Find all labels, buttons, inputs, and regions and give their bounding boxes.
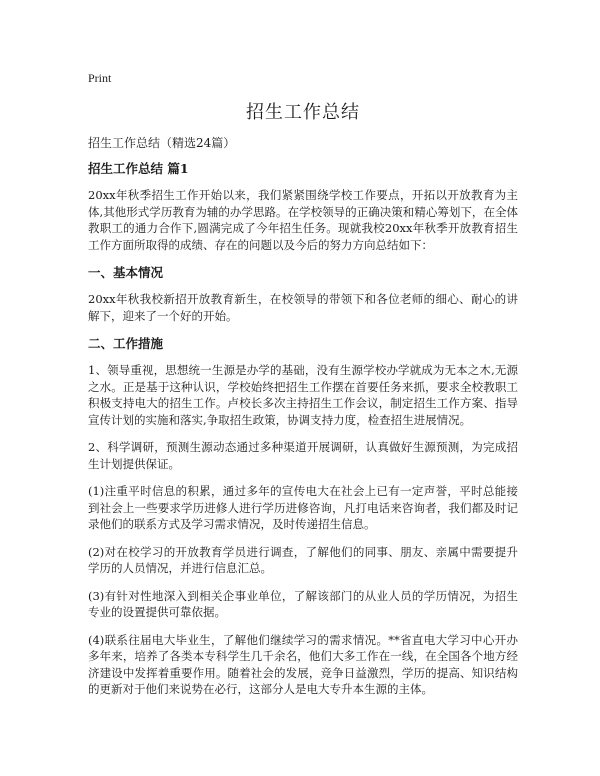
print-label: Print <box>88 71 112 85</box>
paragraph: (4)联系往届电大毕业生，了解他们继续学习的需求情况。**省直电大学习中心开办多年来，培养了各类本专科学生几千余名，他们大多工作在一线，在全国各个地方经济建设中发挥着重要作用。随着社会的发展，竞争日益激烈，学历的提高、知识结构的更新对于他们来说势在必行，这部分人是电大专升本生源的主体。 <box>88 632 518 696</box>
paragraph: (3)有针对性地深入到相关企事业单位，了解该部门的从业人员的学历情况，为招生专业的设置提供可靠依据。 <box>88 588 518 619</box>
document-title: 招生工作总结 <box>246 102 360 123</box>
document-body <box>88 160 518 709</box>
section-heading: 一、基本情况 <box>88 265 164 280</box>
section-heading: 招生工作总结 篇1 <box>88 161 189 176</box>
paragraph: 20xx年秋季招生工作开始以来，我们紧紧围绕学校工作要点，开拓以开放教育为主体,其他形式学历教育为辅的办学思路。在学校领导的正确决策和精心筹划下，在全体教职工的通力合作下,圆满完成了今年招生任务。现就我校20xx年秋季开放教育招生工作方面所取得的成绩、存在的问题以及今后的努力方向总结如下： <box>88 188 518 252</box>
paragraph: 1、领导重视，思想统一生源是办学的基础，没有生源学校办学就成为无本之木,无源之水。正是基于这种认识，学校始终把招生工作摆在首要任务来抓，要求全校教职工积极支持电大的招生工作。卢校长多次主持招生工作会议，制定招生工作方案、指导宣传计划的实施和落实,争取招生政策，协调支持力度，检查招生进展情况。 <box>88 363 518 427</box>
section-heading: 二、工作措施 <box>88 336 164 351</box>
paragraph: 2、科学调研，预测生源动态通过多种渠道开展调研，认真做好生源预测，为完成招生计划提供保证。 <box>88 440 518 471</box>
document-subtitle: 招生工作总结（精选24篇） <box>88 136 236 150</box>
paragraph: (1)注重平时信息的积累，通过多年的宣传电大在社会上已有一定声誉，平时总能接到社会上一些要求学历进修人进行学历进修咨询，凡打电话来咨询者，我们都及时记录他们的联系方式及学习需求情况，及时传递招生信息。 <box>88 484 518 531</box>
paragraph: (2)对在校学习的开放教育学员进行调查，了解他们的同事、朋友、亲属中需要提升学历的人员情况，并进行信息汇总。 <box>88 544 518 575</box>
paragraph: 20xx年秋我校新招开放教育新生，在校领导的带领下和各位老师的细心、耐心的讲解下，迎来了一个好的开始。 <box>88 292 518 323</box>
